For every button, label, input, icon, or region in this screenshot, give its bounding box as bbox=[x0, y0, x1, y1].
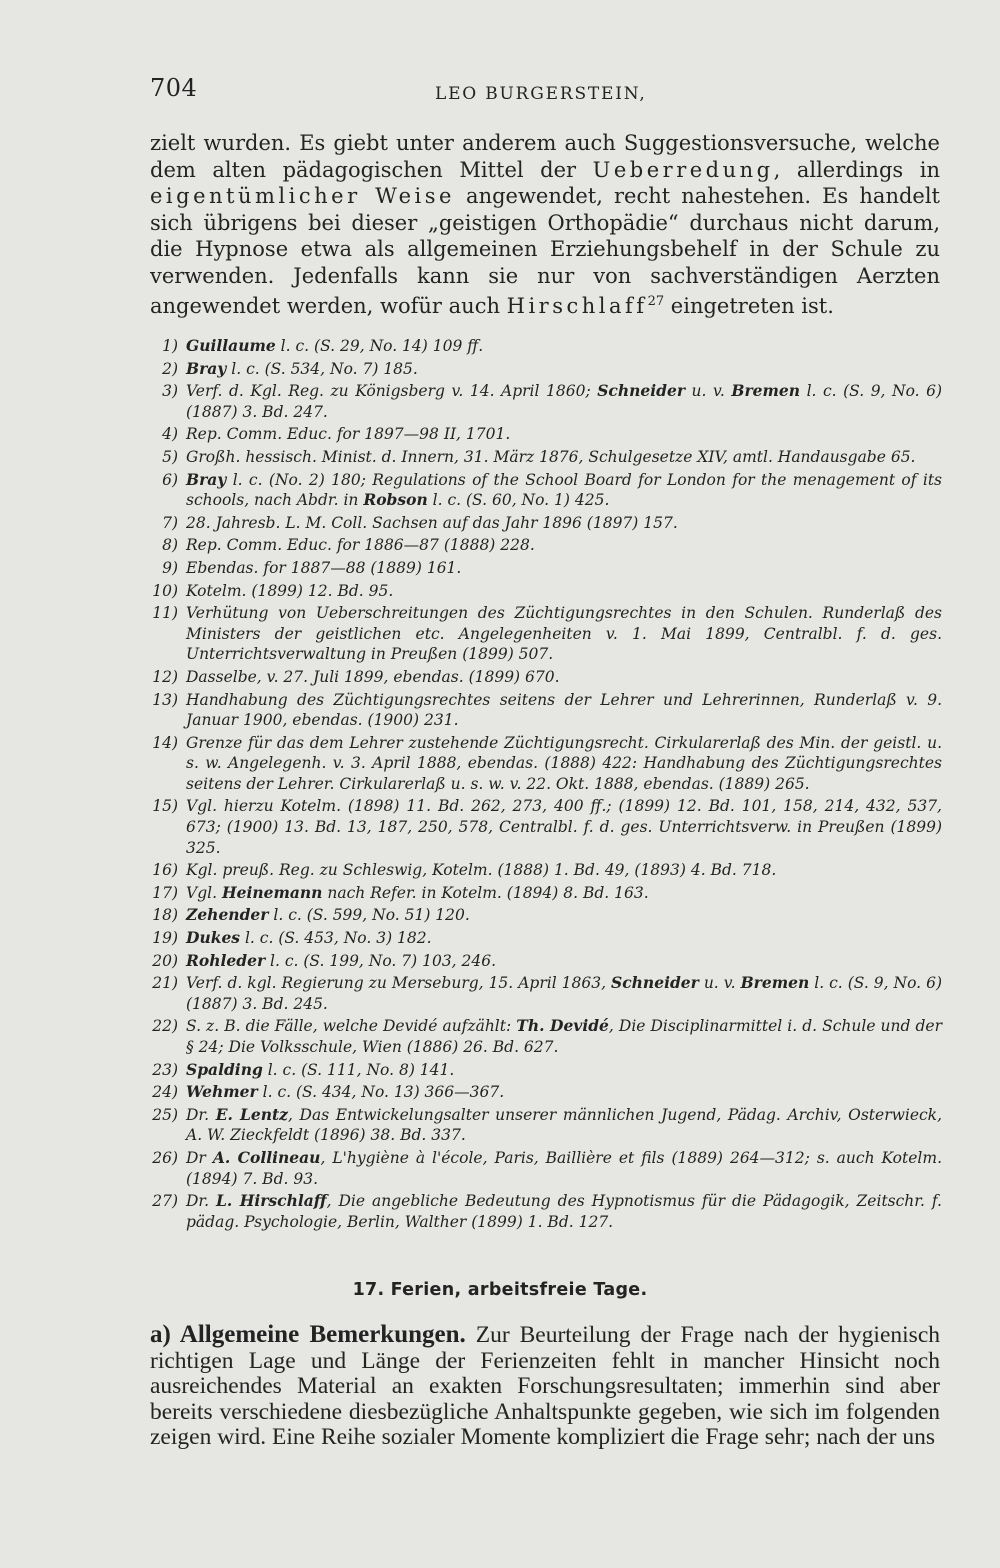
footnote-text: Vgl. bbox=[186, 883, 222, 902]
author-name: E. Lentz bbox=[215, 1104, 288, 1124]
footnote-text: Ebendas. for 1887—88 (1889) 161. bbox=[186, 558, 462, 577]
footnote-item bbox=[142, 883, 942, 904]
footnote-ref: 27 bbox=[647, 294, 665, 309]
author-name: A. Collineau bbox=[212, 1147, 321, 1167]
section-title: Ferien, arbeitsfreie Tage. bbox=[390, 1280, 648, 1300]
footnote-text: l. c. (S. 434, No. 13) 366—367. bbox=[257, 1083, 505, 1102]
footnote-item bbox=[142, 1016, 942, 1057]
section-number: 17. bbox=[352, 1280, 385, 1300]
author-name: Rohleder bbox=[186, 950, 266, 970]
body-text-bottom bbox=[150, 1322, 940, 1451]
footnote-item bbox=[142, 1148, 942, 1189]
page-number: 704 bbox=[150, 74, 198, 102]
author-name: Schneider bbox=[611, 973, 699, 993]
footnote-text: l. c. (S. 453, No. 3) 182. bbox=[240, 929, 432, 948]
footnote-number: 6) bbox=[162, 470, 178, 489]
footnote-text: Grenze für das dem Lehrer zustehende Züchtigungsrecht. Cirkularerlaß des Min. der geistl. u. s. w. Angelegenh. v. 3. April 1888, ebendas. (1888) 422: Handhabung des Züchtigungsrechtes seitens der Lehrer. Cirkularerlaß u. s. w. v. 22. Okt. 1888, ebendas. (1889) 265. bbox=[186, 733, 942, 793]
footnote-text: u. v. bbox=[698, 974, 741, 993]
footnote-item bbox=[142, 796, 942, 858]
footnote-item bbox=[142, 336, 942, 357]
footnote-item bbox=[142, 603, 942, 665]
footnote-number: 11) bbox=[152, 604, 178, 623]
footnote-number: 4) bbox=[162, 425, 178, 444]
text-run: Zur Beurteilung der Frage nach der hygienisch richtigen Lage und Länge der Ferienzeiten fehlt in mancher Hinsicht noch ausreichendes Material an exakten Forschungsresultaten; immerhin sind aber bereits verschiedene diesbezügliche Anhaltspunkte gegeben, wie sich im folgenden zeigen wird. Eine Reihe sozialer Momente kompliziert die Frage sehr; nach der uns bbox=[150, 1322, 940, 1450]
footnote-text: l. c. (S. 29, No. 14) 109 ff. bbox=[275, 337, 484, 355]
footnote-number: 1) bbox=[162, 337, 178, 355]
footnote-item bbox=[142, 1191, 942, 1232]
footnote-text: Dr bbox=[186, 1148, 213, 1167]
footnote-number: 16) bbox=[152, 861, 178, 880]
footnote-item bbox=[142, 424, 942, 445]
footnote-text: Dr. bbox=[186, 1105, 216, 1124]
footnote-item bbox=[142, 581, 942, 602]
footnote-text: u. v. bbox=[685, 382, 732, 401]
footnote-text: Kgl. preuß. Reg. zu Schleswig, Kotelm. (1888) 1. Bd. 49, (1893) 4. Bd. 718. bbox=[186, 861, 777, 880]
paragraph bbox=[150, 1322, 940, 1451]
footnote-number: 7) bbox=[162, 513, 178, 532]
footnote-text: Dasselbe, v. 27. Juli 1899, ebendas. (1899) 670. bbox=[186, 667, 560, 686]
footnote-text: 28. Jahresb. L. M. Coll. Sachsen auf das Jahr 1896 (1897) 157. bbox=[186, 513, 678, 532]
author-name: Robson bbox=[363, 490, 428, 510]
paragraph bbox=[150, 130, 940, 320]
footnote-text: Rep. Comm. Educ. for 1886—87 (1888) 228. bbox=[186, 536, 535, 555]
footnote-text: , Das Entwickelungsalter unserer männlichen Jugend, Pädag. Archiv, Osterwieck, A. W. Zieckfeldt (1896) 38. Bd. 337. bbox=[186, 1105, 942, 1145]
footnote-text: l. c. (No. 2) 180; Regulations of the School Board for London for the menagement of its schools, nach Abdr. in bbox=[186, 470, 942, 510]
author-name: Bremen bbox=[731, 381, 801, 401]
footnote-text: l. c. (S. 599, No. 51) 120. bbox=[268, 906, 470, 925]
footnote-text: Vgl. hierzu Kotelm. (1898) 11. Bd. 262, 273, 400 ff.; (1899) 12. Bd. 101, 158, 214, 432, 537, 673; (1900) 13. Bd. 13, 187, 250, 578, Centralbl. f. d. ges. Unterrichtsverw. in Preußen (1899) 325. bbox=[186, 797, 942, 857]
author-name: Heinemann bbox=[221, 882, 323, 902]
footnote-text: Handhabung des Züchtigungsrechtes seitens der Lehrer und Lehrerinnen, Runderlaß v. 9. Januar 1900, ebendas. (1900) 231. bbox=[186, 690, 942, 730]
footnote-number: 21) bbox=[152, 974, 178, 993]
running-header bbox=[150, 70, 940, 110]
footnote-text: Dr. bbox=[186, 1192, 217, 1211]
footnote-item bbox=[142, 951, 942, 972]
footnote-number: 14) bbox=[152, 733, 178, 752]
footnote-item bbox=[142, 1082, 942, 1103]
footnote-number: 15) bbox=[152, 797, 178, 816]
footnote-item bbox=[142, 359, 942, 380]
footnote-text: l. c. (S. 60, No. 1) 425. bbox=[427, 491, 610, 510]
text-run: zielt wurden. Es giebt unter anderem auch Suggestionsversuche, welche dem alten pädagogischen Mittel der bbox=[150, 131, 940, 182]
author-name: Zehender bbox=[186, 905, 269, 925]
footnote-text: Verf. d. Kgl. Reg. zu Königsberg v. 14. April 1860; bbox=[186, 382, 598, 401]
footnote-item bbox=[142, 973, 942, 1014]
author-name: L. Hirschlaff bbox=[216, 1191, 327, 1211]
footnote-text: Großh. hessisch. Minist. d. Innern, 31. März 1876, Schulgesetze XIV, amtl. Handausgabe 65. bbox=[186, 447, 916, 466]
footnote-text: l. c. (S. 111, No. 8) 141. bbox=[262, 1060, 455, 1079]
spaced-author-name: Hirschlaff bbox=[506, 294, 648, 318]
footnote-text: Rep. Comm. Educ. for 1897—98 II, 1701. bbox=[186, 425, 511, 444]
footnote-text: l. c. (S. 9, No. 6) (1887) 3. Bd. 247. bbox=[186, 382, 942, 421]
footnote-item bbox=[142, 558, 942, 579]
author-name: Bremen bbox=[740, 973, 810, 993]
footnote-text: , Die Disciplinarmittel i. d. Schule und der § 24; Die Volksschule, Wien (1886) 26. Bd. 627. bbox=[186, 1017, 942, 1056]
footnote-item bbox=[142, 667, 942, 688]
footnote-number: 12) bbox=[152, 667, 178, 686]
author-name: Dukes bbox=[186, 928, 241, 948]
author-name: Bray bbox=[186, 358, 227, 378]
footnote-item bbox=[142, 733, 942, 795]
footnote-number: 23) bbox=[152, 1060, 178, 1079]
footnote-text: Kotelm. (1899) 12. Bd. 95. bbox=[186, 581, 394, 600]
footnote-number: 8) bbox=[162, 536, 178, 555]
subsection-heading: a) Allgemeine Bemerkungen. bbox=[150, 1321, 466, 1348]
footnote-number: 27) bbox=[152, 1192, 178, 1211]
footnote-item bbox=[142, 690, 942, 731]
author-name: Wehmer bbox=[186, 1082, 258, 1102]
footnote-text: , Die angebliche Bedeutung des Hypnotismus für die Pädagogik, Zeitschr. f. pädag. Psychologie, Berlin, Walther (1899) 1. Bd. 127. bbox=[186, 1192, 942, 1231]
footnote-number: 10) bbox=[152, 581, 178, 600]
footnote-item bbox=[142, 1105, 942, 1146]
footnote-number: 3) bbox=[162, 382, 178, 401]
spaced-word: Ueberredung bbox=[592, 157, 774, 182]
author-name: Bray bbox=[186, 469, 227, 489]
running-title: LEO BURGERSTEIN, bbox=[435, 84, 647, 104]
footnote-number: 19) bbox=[152, 929, 178, 948]
author-name: Spalding bbox=[186, 1059, 263, 1079]
footnote-number: 9) bbox=[162, 558, 178, 577]
footnotes-list bbox=[142, 336, 942, 1234]
section-heading bbox=[0, 1280, 1000, 1300]
spaced-word: eigentümlicher Weise bbox=[150, 184, 455, 208]
footnote-item bbox=[142, 470, 942, 511]
body-text-top bbox=[150, 130, 940, 320]
text-run: , allerdings in bbox=[773, 157, 940, 182]
footnote-number: 17) bbox=[152, 883, 178, 902]
footnote-item bbox=[142, 905, 942, 926]
footnote-text: Verhütung von Ueberschreitungen des Züchtigungsrechtes in den Schulen. Runderlaß des Ministers der geistlichen etc. Angelegenheiten v. 1. Mai 1899, Centralbl. f. d. ges. Unterrichtsverwaltung in Preußen (1899) 507. bbox=[186, 604, 942, 664]
author-name: Guillaume bbox=[186, 336, 276, 355]
footnote-number: 18) bbox=[152, 906, 178, 925]
footnote-text: S. z. B. die Fälle, welche Devidé aufzählt: bbox=[186, 1017, 517, 1036]
footnote-text: l. c. (S. 9, No. 6) (1887) 3. Bd. 245. bbox=[186, 974, 943, 1013]
footnote-item bbox=[142, 928, 942, 949]
text-run: eingetreten ist. bbox=[664, 294, 834, 318]
author-name: Schneider bbox=[597, 381, 685, 401]
footnote-item bbox=[142, 447, 942, 468]
footnote-number: 26) bbox=[152, 1148, 178, 1167]
footnote-text: , L'hygiène à l'école, Paris, Baillière et fils (1889) 264—312; s. auch Kotelm. (1894) 7. Bd. 93. bbox=[186, 1148, 943, 1188]
footnote-number: 5) bbox=[162, 447, 178, 466]
footnote-number: 13) bbox=[152, 690, 178, 709]
footnote-number: 24) bbox=[152, 1083, 178, 1102]
author-name: Th. Devidé bbox=[516, 1016, 609, 1036]
footnote-text: l. c. (S. 199, No. 7) 103, 246. bbox=[265, 951, 497, 970]
text-run: angewendet, recht nahestehen. Es handelt sich übrigens bei dieser „geistigen Orthopädie“ durchaus nicht darum, die Hypnose etwa als allgemeinen Erziehungsbehelf in der Schule zu verwenden. Jedenfalls kann sie nur von sachverständigen Aerzten angewendet werden, wofür auch bbox=[150, 184, 940, 318]
footnote-text: nach Refer. in Kotelm. (1894) 8. Bd. 163. bbox=[322, 883, 649, 902]
footnote-text: l. c. (S. 534, No. 7) 185. bbox=[226, 359, 418, 378]
footnote-text: Verf. d. kgl. Regierung zu Merseburg, 15. April 1863, bbox=[186, 974, 612, 993]
footnote-item bbox=[142, 381, 942, 422]
footnote-item bbox=[142, 535, 942, 556]
footnote-number: 2) bbox=[162, 359, 178, 378]
footnote-number: 22) bbox=[152, 1017, 178, 1036]
footnote-number: 25) bbox=[152, 1105, 178, 1124]
footnote-item bbox=[142, 513, 942, 534]
footnote-item bbox=[142, 860, 942, 881]
footnote-number: 20) bbox=[152, 951, 178, 970]
footnote-item bbox=[142, 1060, 942, 1081]
